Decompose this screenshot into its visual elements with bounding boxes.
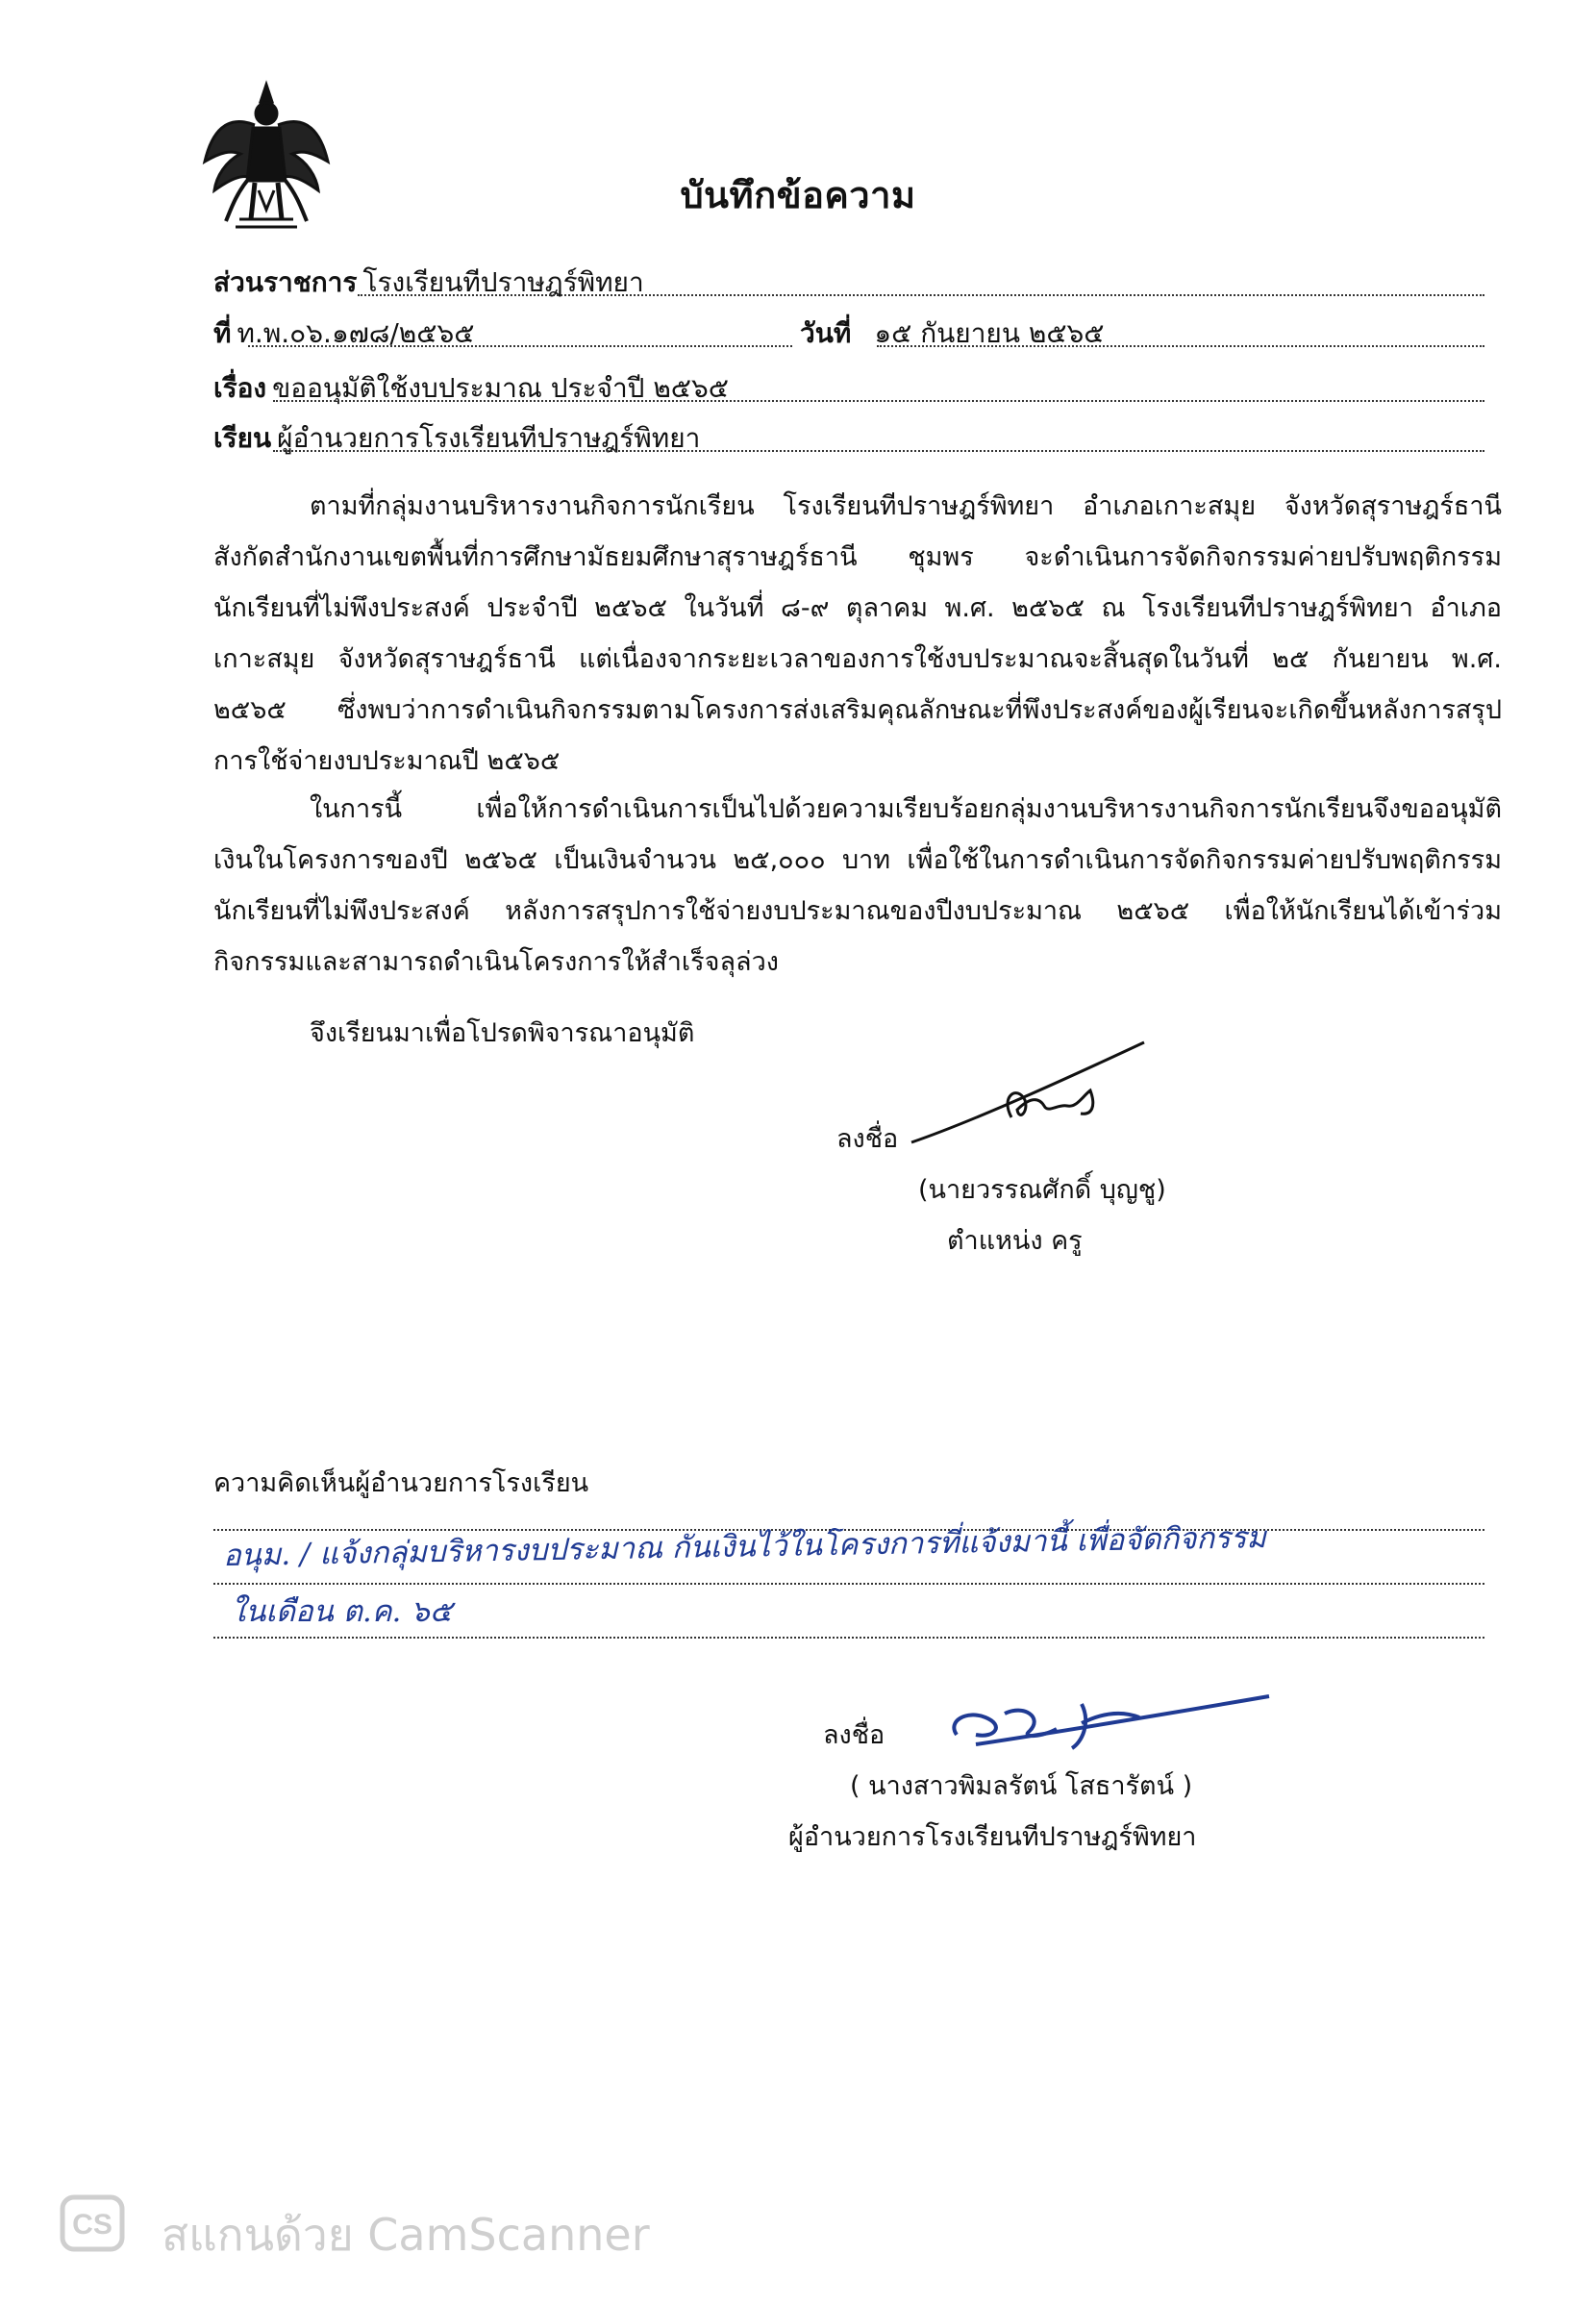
paragraph-line: ๒๕๖๕ ซึ่งพบว่าการดำเนินกิจกรรมตามโครงการส่งเสริมคุณลักษณะที่พึงประสงค์ของผู้เรียนจะเกิดขึ้นหลังการสรุป bbox=[213, 695, 1502, 725]
paragraph-line: ในการนี้ เพื่อให้การดำเนินการเป็นไปด้วยความเรียบร้อยกลุ่มงานบริหารงานกิจการนักเรียนจึงขออนุมัติ bbox=[310, 794, 1502, 824]
dotted-line bbox=[213, 1637, 1484, 1639]
closing-text: จึงเรียนมาเพื่อโปรดพิจารณาอนุมัติ bbox=[310, 1018, 695, 1048]
paragraph-1 bbox=[213, 481, 1502, 787]
director-handwritten-note-line1: อนุม. / แจ้งกลุ่มบริหารงบประมาณ กันเงินไว้ในโครงการที่แจ้งมานี้ เพื่อจัดกิจกรรม bbox=[222, 1520, 1267, 1573]
ref-value: ท.พ.๐๖.๑๗๘/๒๕๖๕ bbox=[237, 317, 475, 349]
dotted-line bbox=[213, 1583, 1484, 1585]
agency-label: ส่วนราชการ bbox=[213, 266, 358, 298]
signer1-name: (นายวรรณศักดิ์ บุญชู) bbox=[918, 1175, 1166, 1205]
camscanner-watermark: สแกนด้วย CamScanner bbox=[162, 2209, 650, 2261]
camscanner-logo-text: CS bbox=[72, 2209, 112, 2241]
signer2-name: ( นางสาวพิมลรัตน์ โสธารัตน์ ) bbox=[850, 1771, 1193, 1801]
agency-value: โรงเรียนทีปราษฎร์พิทยา bbox=[362, 266, 644, 298]
paragraph-line: ตามที่กลุ่มงานบริหารงานกิจการนักเรียน โรงเรียนทีปราษฎร์พิทยา อำเภอเกาะสมุย จังหวัดสุราษฎร์ธานี bbox=[310, 491, 1502, 521]
dotted-line bbox=[273, 400, 1484, 402]
sign-label: ลงชื่อ bbox=[836, 1124, 899, 1154]
dotted-line bbox=[877, 345, 1484, 347]
dotted-line bbox=[358, 294, 1484, 296]
paragraph-line: เกาะสมุย จังหวัดสุราษฎร์ธานี แต่เนื่องจากระยะเวลาของการใช้งบประมาณจะสิ้นสุดในวันที่ ๒๕ กันยายน พ.ศ. bbox=[213, 644, 1502, 674]
camscanner-logo-icon bbox=[60, 2194, 125, 2252]
director-signature bbox=[937, 1675, 1284, 1762]
to-value: ผู้อำนวยการโรงเรียนทีปราษฎร์พิทยา bbox=[277, 422, 701, 454]
date-label: วันที่ bbox=[800, 317, 852, 349]
signer1-position: ตำแหน่ง ครู bbox=[947, 1226, 1083, 1256]
paragraph-line: กิจกรรมและสามารถดำเนินโครงการให้สำเร็จลุล่วง bbox=[213, 947, 779, 977]
subject-label: เรื่อง bbox=[213, 372, 267, 404]
to-label: เรียน bbox=[213, 422, 272, 454]
paragraph-line: นักเรียนที่ไม่พึงประสงค์ หลังการสรุปการใช้จ่ายงบประมาณของปีงบประมาณ ๒๕๖๕ เพื่อให้นักเรียนได้เข้าร่วม bbox=[213, 896, 1502, 926]
dotted-line bbox=[248, 345, 792, 347]
paragraph-line: เงินในโครงการของปี ๒๕๖๕ เป็นเงินจำนวน ๒๕,๐๐๐ บาท เพื่อใช้ในการดำเนินการจัดกิจกรรมค่ายปรับพฤติกรรม bbox=[213, 845, 1502, 875]
paragraph-line: นักเรียนที่ไม่พึงประสงค์ ประจำปี ๒๕๖๕ ในวันที่ ๘-๙ ตุลาคม พ.ศ. ๒๕๖๕ ณ โรงเรียนทีปราษฎร์พิทยา อำเภอ bbox=[213, 593, 1502, 623]
memo-title: บันทึกข้อความ bbox=[680, 174, 916, 216]
dotted-line bbox=[273, 450, 1484, 452]
sign-label: ลงชื่อ bbox=[823, 1720, 885, 1750]
date-value: ๑๕ กันยายน ๒๕๖๕ bbox=[874, 317, 1105, 349]
paragraph-2 bbox=[213, 784, 1502, 988]
teacher-signature bbox=[904, 1029, 1154, 1154]
director-handwritten-note-line2: ในเดือน ต.ค. ๖๕ bbox=[231, 1594, 453, 1629]
subject-value: ขออนุมัติใช้งบประมาณ ประจำปี ๒๕๖๕ bbox=[272, 372, 729, 404]
ref-label: ที่ bbox=[213, 317, 232, 349]
paragraph-line: การใช้จ่ายงบประมาณปี ๒๕๖๕ bbox=[213, 746, 561, 776]
opinion-label: ความคิดเห็นผู้อำนวยการโรงเรียน bbox=[213, 1468, 589, 1498]
paragraph-line: สังกัดสำนักงานเขตพื้นที่การศึกษามัธยมศึกษาสุราษฎร์ธานี ชุมพร จะดำเนินการจัดกิจกรรมค่ายปรับพฤติกรรม bbox=[213, 542, 1502, 572]
signer2-position: ผู้อำนวยการโรงเรียนทีปราษฎร์พิทยา bbox=[788, 1822, 1197, 1852]
